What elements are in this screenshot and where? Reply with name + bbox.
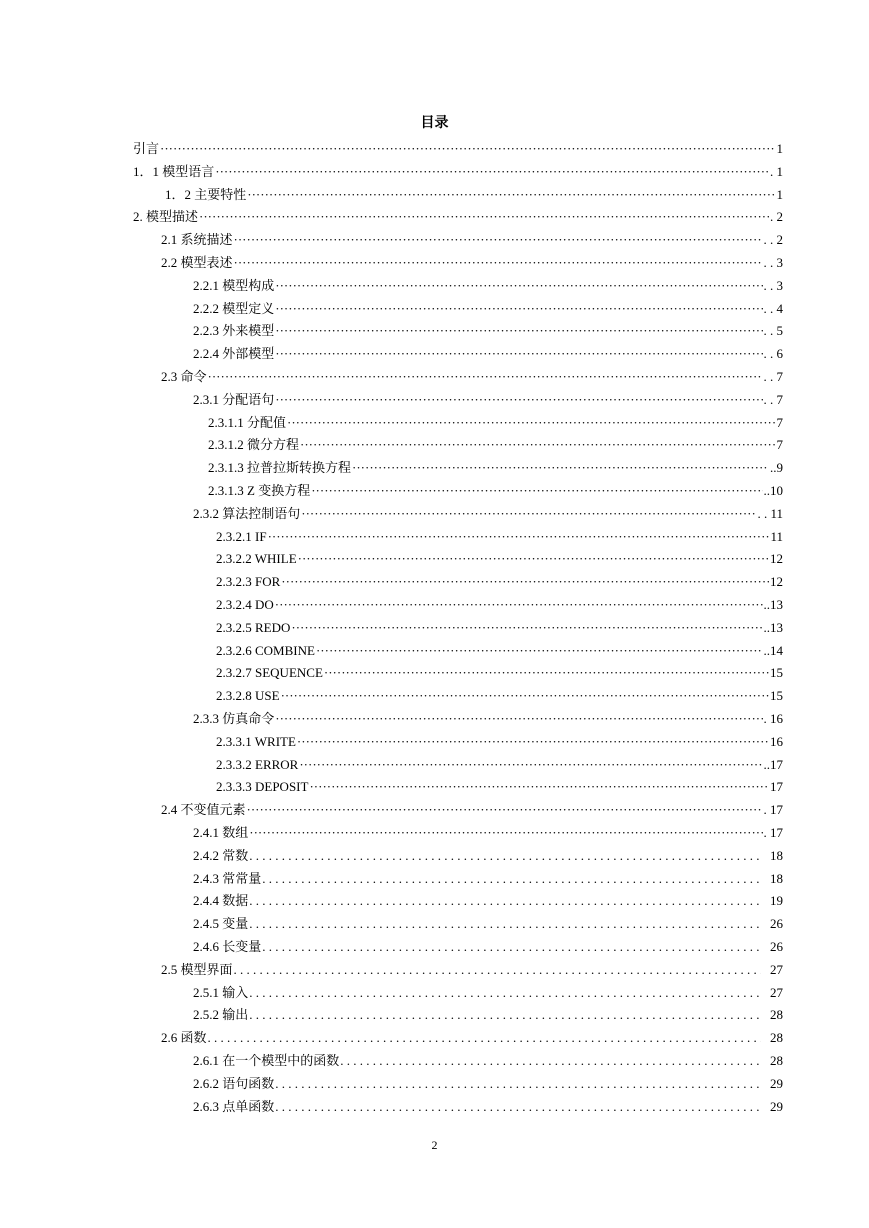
toc-leader-dots	[275, 709, 762, 729]
toc-leader-dots	[234, 253, 763, 273]
toc-entry[interactable]	[216, 686, 783, 706]
toc-leader-dots	[275, 1097, 761, 1117]
toc-entry-page: 27	[770, 984, 783, 1000]
toc-leader-dots	[249, 846, 761, 866]
toc-leader-dots	[247, 800, 763, 820]
toc-leader-dots	[309, 777, 769, 797]
toc-leader-dots	[297, 732, 769, 752]
toc-entry-page: 19	[770, 893, 783, 909]
toc-leader-dots	[234, 960, 761, 980]
toc-entry-page: 17	[770, 779, 783, 795]
toc-entry[interactable]	[133, 139, 783, 159]
toc-leader-dots	[287, 413, 775, 433]
toc-leader-dots	[275, 595, 763, 615]
toc-entry-label: 2.3.2.3 FOR	[216, 574, 281, 590]
toc-entry-page: 28	[770, 1007, 783, 1023]
toc-entry[interactable]	[208, 435, 783, 455]
toc-leader-dots	[275, 390, 762, 410]
toc-entry[interactable]	[193, 869, 783, 889]
toc-leader-dots	[160, 139, 775, 159]
toc-leader-dots	[311, 481, 762, 501]
toc-entry-page: 26	[770, 939, 783, 954]
toc-entry[interactable]	[161, 230, 783, 250]
toc-entry-page: 1	[776, 141, 783, 156]
toc-entry-page: 11	[770, 528, 783, 544]
toc-entry[interactable]	[193, 1097, 783, 1117]
toc-entry-label: 2.2.3 外来模型	[193, 323, 275, 339]
toc-leader-dots	[249, 823, 762, 843]
toc-entry-label: 2.5.2 输出	[193, 1007, 249, 1023]
toc-entry-label: 2.3.2.2 WHILE	[216, 551, 297, 567]
toc-entry-label: 2.3 命令	[161, 369, 207, 384]
toc-entry-page: . . 7	[763, 369, 783, 384]
toc-leader-dots	[275, 299, 762, 319]
toc-entry[interactable]	[193, 823, 783, 843]
toc-entry-page: 16	[770, 733, 783, 749]
toc-entry[interactable]	[193, 1005, 783, 1025]
toc-entry[interactable]	[216, 595, 783, 615]
toc-entry-page: . 2	[770, 209, 783, 225]
toc-entry-page: . . 3	[763, 255, 783, 270]
toc-entry-page: 29	[770, 1098, 783, 1114]
toc-entry-label: 2.3.1 分配语句	[193, 391, 275, 407]
toc-entry[interactable]	[193, 846, 783, 866]
toc-entry[interactable]	[208, 458, 783, 478]
toc-entry[interactable]	[193, 299, 783, 319]
toc-entry[interactable]	[193, 344, 783, 364]
page-number: 2	[431, 1138, 438, 1152]
toc-entry-page: . . 4	[763, 300, 783, 316]
toc-entry[interactable]	[161, 1028, 783, 1048]
toc-entry-page: . . 5	[763, 323, 783, 339]
toc-entry-label: 2.4.5 变量	[193, 916, 249, 932]
toc-entry-page: 28	[770, 1030, 783, 1046]
toc-entry-label: 2.4.4 数据	[193, 893, 249, 909]
toc-entry[interactable]	[193, 1051, 783, 1071]
toc-entry-page: 15	[770, 665, 783, 681]
page-title: 目录	[420, 116, 449, 131]
toc-entry[interactable]	[216, 549, 783, 569]
toc-leader-dots	[275, 1074, 761, 1094]
toc-entry[interactable]	[161, 253, 783, 273]
toc-entry-label: 2.3.2.5 REDO	[216, 619, 291, 635]
toc-entry[interactable]	[165, 185, 783, 205]
toc-entry-label: 2.5 模型界面	[161, 961, 233, 977]
toc-leader-dots	[249, 1005, 761, 1025]
toc-entry[interactable]	[216, 755, 783, 775]
toc-entry-label: 1．1 模型语言	[133, 163, 215, 179]
toc-leader-dots	[281, 686, 769, 706]
toc-entry-page: 26	[770, 916, 783, 932]
toc-entry-label: 2.4.3 常常量	[193, 870, 262, 886]
toc-entry-page: ..13	[763, 619, 783, 635]
toc-entry-label: 2.3.2 算法控制语句	[193, 505, 301, 521]
toc-leader-dots	[199, 207, 769, 227]
toc-leader-dots	[316, 641, 763, 661]
toc-entry-label: 2.3.2.1 IF	[216, 528, 267, 544]
toc-leader-dots	[249, 983, 761, 1003]
toc-entry[interactable]	[216, 641, 783, 661]
toc-entry-label: 2.6.2 语句函数	[193, 1075, 275, 1091]
toc-leader-dots	[249, 891, 761, 911]
toc-leader-dots	[275, 321, 762, 341]
toc-entry-label: 2.4.2 常数	[193, 847, 249, 863]
toc-entry-label: 2.3.2.7 SEQUENCE	[216, 665, 323, 681]
toc-leader-dots	[249, 914, 761, 934]
toc-entry[interactable]	[208, 481, 783, 501]
toc-entry[interactable]	[193, 983, 783, 1003]
toc-entry-page: . . 7	[763, 391, 783, 407]
toc-leader-dots	[301, 504, 756, 524]
toc-entry-label: 2.3.1.3 Z 变换方程	[208, 483, 311, 498]
toc-entry[interactable]	[133, 207, 783, 227]
toc-entry-label: 2.2 模型表述	[161, 255, 233, 270]
toc-entry-label: 2.3.2.6 COMBINE	[216, 642, 315, 658]
toc-entry-label: 2.3.3 仿真命令	[193, 711, 275, 726]
toc-leader-dots	[262, 869, 761, 889]
toc-entry[interactable]	[161, 800, 783, 820]
toc-entry-page: . 17	[763, 825, 783, 840]
toc-entry[interactable]	[193, 321, 783, 341]
toc-entry-label: 2.2.4 外部模型	[193, 346, 275, 362]
toc-entry[interactable]	[193, 891, 783, 911]
toc-entry-label: 2.3.3.2 ERROR	[216, 756, 299, 772]
toc-entry-label: 2.6 函数	[161, 1030, 207, 1046]
toc-leader-dots	[291, 618, 762, 638]
toc-leader-dots	[208, 1028, 761, 1048]
toc-entry-page: 29	[770, 1075, 783, 1091]
toc-entry-page: 27	[770, 961, 783, 977]
toc-entry-page: . . 2	[763, 232, 783, 248]
toc-entry-label: 2.4.6 长变量	[193, 939, 262, 954]
toc-entry-label: 2.2.1 模型构成	[193, 277, 275, 293]
toc-leader-dots	[299, 755, 762, 775]
toc-leader-dots	[268, 527, 770, 547]
toc-entry-label: 2.3.2.4 DO	[216, 597, 274, 612]
toc-entry-label: 2.3.3.3 DEPOSIT	[216, 779, 309, 795]
toc-entry-page: . . 11	[757, 505, 783, 521]
toc-entry-label: 2.3.1.2 微分方程	[208, 437, 300, 453]
toc-leader-dots	[275, 276, 762, 296]
toc-entry[interactable]	[161, 960, 783, 980]
toc-entry-page: 12	[770, 551, 783, 567]
toc-leader-dots	[324, 663, 769, 683]
toc-entry[interactable]	[193, 709, 783, 729]
toc-entry-label: 2.1 系统描述	[161, 232, 233, 248]
toc-leader-dots	[208, 367, 763, 387]
toc-entry[interactable]	[193, 937, 783, 957]
toc-entry-label: 2.2.2 模型定义	[193, 300, 275, 316]
toc-entry-page: 18	[770, 847, 783, 863]
toc-entry-label: 2.4 不变值元素	[161, 802, 246, 818]
toc-leader-dots	[352, 458, 769, 478]
toc-entry[interactable]	[208, 413, 783, 433]
toc-leader-dots	[340, 1051, 761, 1071]
toc-leader-dots	[300, 435, 775, 455]
toc-leader-dots	[234, 230, 763, 250]
toc-entry-label: 引言	[133, 141, 160, 156]
toc-entry[interactable]	[133, 162, 783, 182]
toc-entry-page: ..10	[763, 483, 783, 498]
toc-entry-page: ..13	[763, 597, 783, 612]
toc-entry-page: 7	[776, 437, 783, 453]
toc-entry-label: 2.3.3.1 WRITE	[216, 733, 296, 749]
toc-entry[interactable]	[161, 367, 783, 387]
toc-entry[interactable]	[193, 504, 783, 524]
toc-entry[interactable]	[216, 663, 783, 683]
toc-entry[interactable]	[216, 618, 783, 638]
toc-entry[interactable]	[216, 732, 783, 752]
toc-entry-page: 15	[770, 688, 783, 704]
toc-entry[interactable]	[193, 390, 783, 410]
toc-leader-dots	[275, 344, 762, 364]
toc-leader-dots	[298, 549, 769, 569]
toc-entry[interactable]	[216, 777, 783, 797]
toc-leader-dots	[262, 937, 761, 957]
toc-entry-page: . . 6	[763, 346, 783, 362]
toc-entry-page: . 17	[763, 802, 783, 818]
toc-entry-page: . 16	[763, 711, 783, 726]
toc-entry-label: 2. 模型描述	[133, 209, 199, 225]
toc-leader-dots	[281, 572, 769, 592]
toc-entry-label: 2.3.1.3 拉普拉斯转换方程	[208, 460, 352, 476]
toc-entry-page: 28	[770, 1053, 783, 1068]
toc-entry-page: ..17	[763, 756, 783, 772]
toc-entry-page: 18	[770, 870, 783, 886]
toc-entry-page: 7	[776, 414, 783, 430]
toc-entry-label: 2.6.1 在一个模型中的函数	[193, 1053, 340, 1068]
toc-leader-dots	[215, 162, 769, 182]
toc-entry-label: 2.4.1 数组	[193, 825, 249, 840]
toc-entry[interactable]	[193, 276, 783, 296]
toc-entry[interactable]	[193, 1074, 783, 1094]
toc-entry-label: 2.5.1 输入	[193, 984, 249, 1000]
toc-entry-page: ..9	[770, 460, 783, 476]
toc-entry-label: 1．2 主要特性	[165, 186, 247, 202]
toc-entry[interactable]	[216, 527, 783, 547]
toc-leader-dots	[247, 185, 775, 205]
toc-entry-label: 2.3.2.8 USE	[216, 688, 280, 704]
toc-entry-page: ..14	[763, 642, 783, 658]
toc-entry-page: 1	[776, 186, 783, 202]
toc-entry-page: . . 3	[763, 277, 783, 293]
toc-entry-page: 12	[770, 574, 783, 590]
toc-entry-label: 2.3.1.1 分配值	[208, 414, 287, 430]
toc-entry[interactable]	[193, 914, 783, 934]
toc-entry[interactable]	[216, 572, 783, 592]
toc-entry-page: . 1	[770, 163, 783, 179]
toc-entry-label: 2.6.3 点单函数	[193, 1098, 275, 1114]
